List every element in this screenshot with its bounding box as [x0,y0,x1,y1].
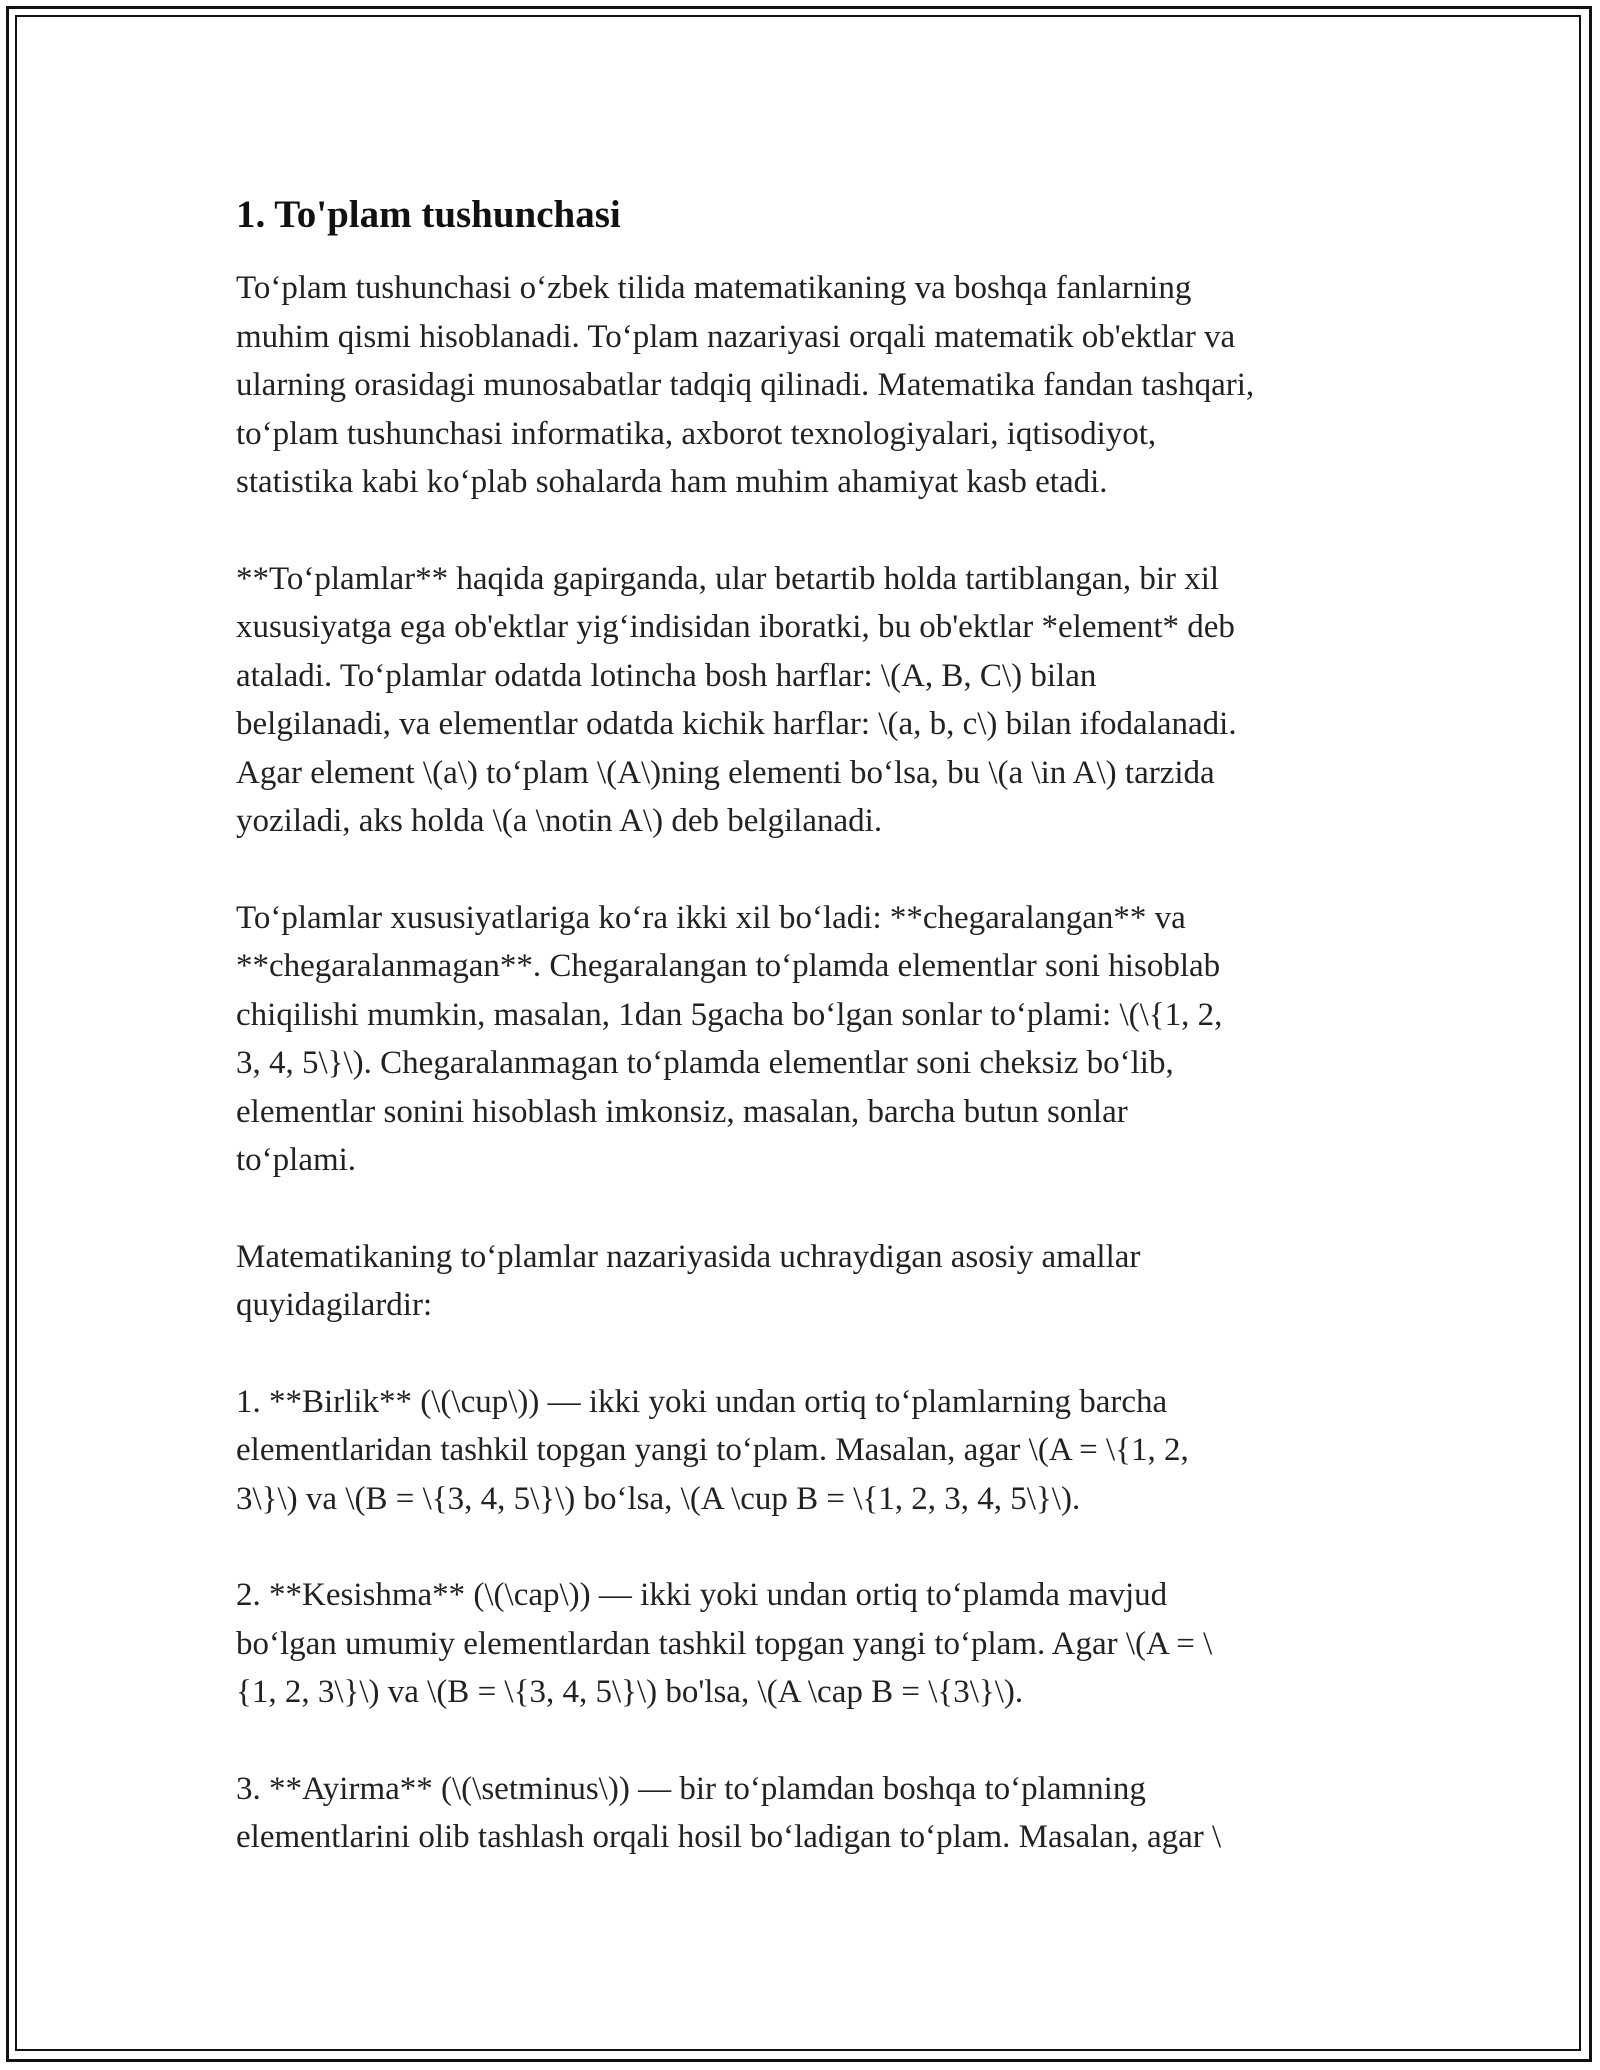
text-line: elementlar sonini hisoblash imkonsiz, masalan, barcha butun sonlar [236,1093,1128,1130]
document-body [236,188,1376,1862]
text-line: 2. **Kesishma** (\(\cap\)) — ikki yoki undan ortiq to‘plamda mavjud [236,1577,1168,1613]
list-item-union [236,1378,1376,1524]
text-line: 1. **Birlik** (\(\cup\)) — ikki yoki undan ortiq to‘plamlarning barcha [236,1383,1168,1420]
text-line: Matematikaning to‘plamlar nazariyasida uchraydigan asosiy amallar [236,1238,1141,1275]
text-line: to‘plam tushunchasi informatika, axborot texnologiyalari, iqtisodiyot, [236,415,1157,452]
text-line: xususiyatga ega ob'ektlar yig‘indisidan iboratki, bu ob'ektlar *element* deb [236,609,1235,645]
text-line: muhim qismi hisoblanadi. To‘plam nazariyasi orqali matematik ob'ektlar va [236,318,1236,355]
section-title: 1. To'plam tushunchasi [236,193,621,236]
list-item-difference [236,1765,1376,1862]
text-line: **chegaralanmagan**. Chegaralangan to‘plamda elementlar soni hisoblab [236,948,1221,984]
text-line: yoziladi, aks holda \(a \notin A\) deb belgilanadi. [236,803,883,839]
text-line: elementlarini olib tashlash orqali hosil bo‘ladigan to‘plam. Masalan, agar \ [236,1819,1222,1855]
text-line: To‘plam tushunchasi o‘zbek tilida matematikaning va boshqa fanlarning [236,270,1192,306]
text-line: 3, 4, 5\}\). Chegaralanmagan to‘plamda elementlar soni cheksiz bo‘lib, [236,1045,1174,1081]
text-line: 3\}\) va \(B = \{3, 4, 5\}\) bo‘lsa, \(A \cup B = \{1, 2, 3, 4, 5\}\). [236,1480,1081,1517]
text-line: ataladi. To‘plamlar odatda lotincha bosh harflar: \(A, B, C\) bilan [236,657,1097,694]
paragraph-operations-intro [236,1233,1376,1330]
text-line: 3. **Ayirma** (\(\setminus\)) — bir to‘plamdan boshqa to‘plamning [236,1770,1146,1807]
text-line: Agar element \(a\) to‘plam \(A\)ning elementi bo‘lsa, bu \(a \in A\) tarzida [236,754,1215,791]
text-line: To‘plamlar xususiyatlariga ko‘ra ikki xil bo‘ladi: **chegaralangan** va [236,899,1186,936]
text-line: elementlaridan tashkil topgan yangi to‘plam. Masalan, agar \(A = \{1, 2, [236,1432,1189,1468]
paragraph-finite-infinite [236,894,1376,1185]
paragraph-intro [236,264,1376,507]
text-line: belgilanadi, va elementlar odatda kichik harflar: \(a, b, c\) bilan ifodalanadi. [236,706,1237,742]
text-line: quyidagilardir: [236,1287,433,1323]
list-item-intersection [236,1571,1376,1717]
text-line: {1, 2, 3\}\) va \(B = \{3, 4, 5\}\) bo'lsa, \(A \cap B = \{3\}\). [236,1674,1024,1710]
text-line: bo‘lgan umumiy elementlardan tashkil topgan yangi to‘plam. Agar \(A = \ [236,1625,1213,1662]
text-line: statistika kabi ko‘plab sohalarda ham muhim ahamiyat kasb etadi. [236,464,1108,500]
text-line: **To‘plamlar** haqida gapirganda, ular betartib holda tartiblangan, bir xil [236,560,1220,597]
text-line: chiqilishi mumkin, masalan, 1dan 5gacha bo‘lgan sonlar to‘plami: \(\{1, 2, [236,996,1223,1033]
text-line: ularning orasidagi munosabatlar tadqiq qilinadi. Matematika fandan tashqari, [236,367,1255,403]
text-line: to‘plami. [236,1142,357,1178]
paragraph-definition [236,555,1376,846]
